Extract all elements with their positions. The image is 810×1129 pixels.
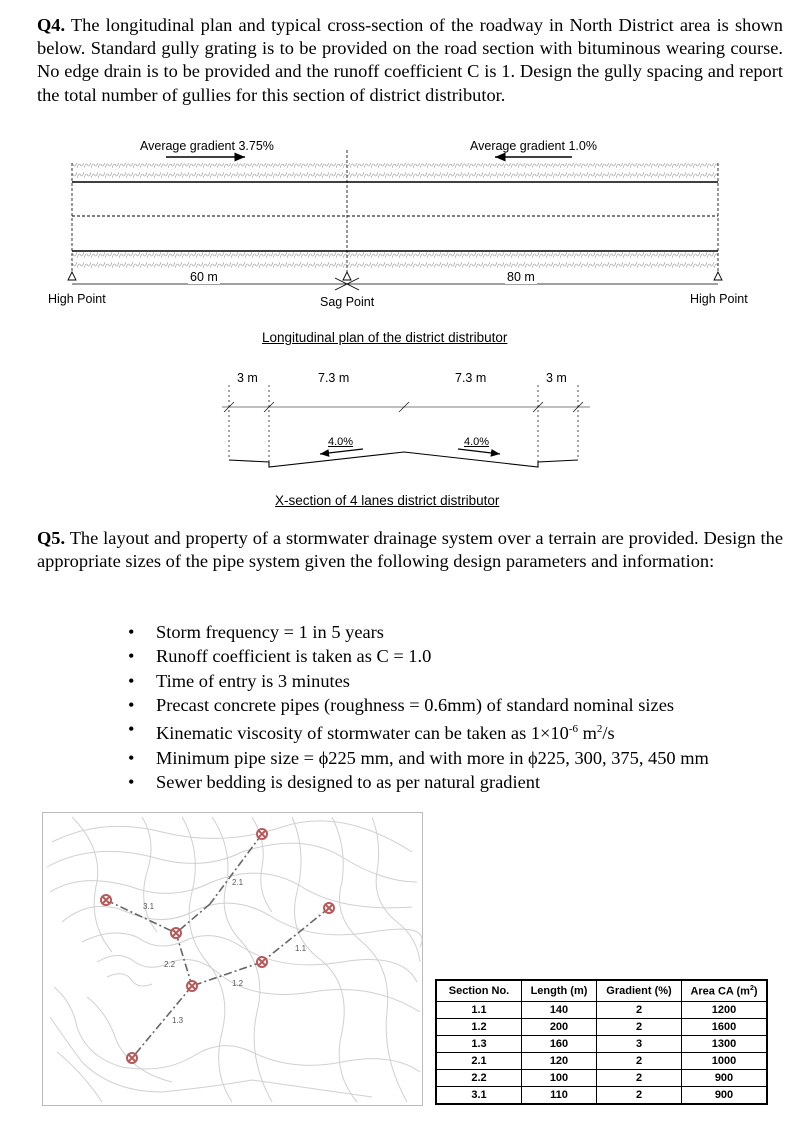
xsection-width-2: 7.3 m xyxy=(318,371,350,385)
cross-section-diagram xyxy=(200,370,610,490)
longitudinal-plan-diagram xyxy=(0,0,810,330)
distance-label-left: 60 m xyxy=(190,270,218,284)
drainage-layout-map xyxy=(42,812,423,1106)
table-row: 3.1 110 2 900 xyxy=(436,1087,767,1105)
manhole-icon xyxy=(324,903,334,913)
section-label-1-3: 1.3 xyxy=(172,1016,184,1025)
sag-point-marker xyxy=(343,272,351,280)
distance-label-right: 80 m xyxy=(507,270,535,284)
manhole-icon xyxy=(171,928,181,938)
col-header-length: Length (m) xyxy=(522,980,597,1002)
slope-label-left: 4.0% xyxy=(328,436,354,448)
xsection-width-4: 3 m xyxy=(546,371,567,385)
manhole-icon xyxy=(257,957,267,967)
list-item: • Sewer bedding is designed to as per natural gradient xyxy=(128,770,709,794)
list-item: • Runoff coefficient is taken as C = 1.0 xyxy=(128,644,709,668)
section-label-3-1: 3.1 xyxy=(143,902,155,911)
table-row: 2.1 120 2 1000 xyxy=(436,1053,767,1070)
xsection-caption: X-section of 4 lanes district distributor xyxy=(275,493,500,508)
road-profile xyxy=(229,452,578,467)
gradient-label-left: Average gradient 3.75% xyxy=(140,139,274,153)
q4-number: Q4. xyxy=(37,15,66,35)
list-item: • Precast concrete pipes (roughness = 0.6mm) of standard nominal sizes xyxy=(128,693,709,717)
bottom-verge xyxy=(72,251,718,269)
manhole-icon xyxy=(127,1053,137,1063)
list-item: • Time of entry is 3 minutes xyxy=(128,669,709,693)
high-point-label-left: High Point xyxy=(48,292,106,306)
manhole-icon xyxy=(257,829,267,839)
section-label-2-2: 2.2 xyxy=(164,960,176,969)
table-row: 1.2 200 2 1600 xyxy=(436,1019,767,1036)
q5-text: The layout and property of a stormwater drainage system over a terrain are provided. Design the appropriate sizes of the pipe system given the following design parameters and information: xyxy=(37,528,784,572)
plan-caption: Longitudinal plan of the district distributor xyxy=(262,330,508,345)
col-header-area: Area CA $(m^2)$ xyxy=(682,980,768,1002)
q5-number: Q5. xyxy=(37,528,66,548)
q4-text: The longitudinal plan and typical cross-section of the roadway in North District area is shown below. Standard gully grating is to be provided on the road section with bituminous wearing course. No edge drain is to be provided and the runoff coefficient C is 1. Design the gully spacing and report the total number of gullies for this section of district distributor. xyxy=(37,15,783,105)
list-item: • Kinematic viscosity of stormwater can be taken as $1\times 10^{-6}$ $m^2/s$ xyxy=(128,717,709,745)
section-label-2-1: 2.1 xyxy=(232,878,244,887)
manhole-icon xyxy=(187,981,197,991)
xsection-width-3: 7.3 m xyxy=(455,371,487,385)
col-header-section: Section No. xyxy=(436,980,522,1002)
table-row: 1.3 160 3 1300 xyxy=(436,1036,767,1053)
table-row: 1.1 140 2 1200 xyxy=(436,1002,767,1019)
xsection-width-1: 3 m xyxy=(237,371,258,385)
slope-arrow-left xyxy=(320,449,363,454)
sag-point-label: Sag Point xyxy=(320,295,375,309)
high-point-marker-left xyxy=(68,272,76,280)
list-item: • Minimum pipe size = ϕ225 mm, and with more in ϕ225, 300, 375, 450 mm xyxy=(128,746,709,770)
gradient-label-right: Average gradient 1.0% xyxy=(470,139,597,153)
section-label-1-2: 1.2 xyxy=(232,979,244,988)
top-verge xyxy=(72,163,718,182)
high-point-label-right: High Point xyxy=(690,292,748,306)
slope-label-right: 4.0% xyxy=(464,436,490,448)
section-properties-table xyxy=(435,979,768,1105)
col-header-gradient: Gradient (%) xyxy=(597,980,682,1002)
table-row: 2.2 100 2 900 xyxy=(436,1070,767,1087)
manhole-icon xyxy=(101,895,111,905)
slope-arrow-right xyxy=(458,449,500,454)
design-parameters-list xyxy=(128,620,709,794)
list-item: • Storm frequency = 1 in 5 years xyxy=(128,620,709,644)
high-point-marker-right xyxy=(714,272,722,280)
q5-paragraph xyxy=(37,527,783,573)
section-label-1-1: 1.1 xyxy=(295,944,307,953)
